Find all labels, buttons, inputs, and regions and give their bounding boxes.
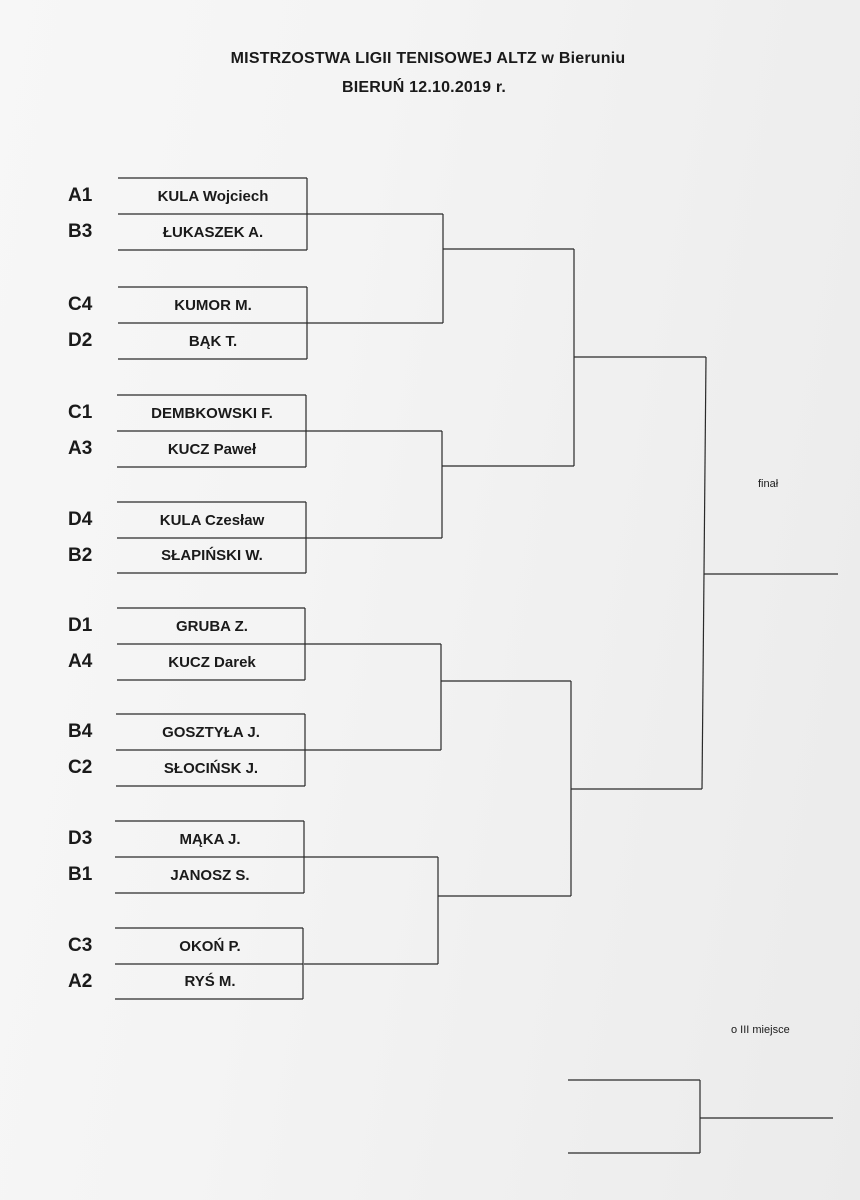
- seed-label: C2: [68, 757, 93, 778]
- player-name: MĄKA J.: [179, 831, 241, 848]
- bracket-line: [702, 357, 706, 789]
- player-name: KULA Czesław: [159, 512, 265, 529]
- player-name: GRUBA Z.: [176, 618, 248, 635]
- player-name: KUMOR M.: [174, 297, 252, 314]
- player-name: SŁAPIŃSKI W.: [161, 547, 263, 564]
- seed-label: C3: [68, 935, 93, 956]
- tournament-date-location: BIERUŃ 12.10.2019 r.: [341, 79, 507, 96]
- tournament-title: MISTRZOSTWA LIGII TENISOWEJ ALTZ w Bieruniu: [230, 50, 626, 67]
- player-name: JANOSZ S.: [170, 867, 250, 884]
- seed-label: A4: [68, 651, 93, 672]
- third-place-label: o III miejsce: [731, 1024, 790, 1036]
- player-name: GOSZTYŁA J.: [162, 724, 260, 741]
- seed-label: D4: [68, 509, 93, 530]
- seed-label: D2: [68, 330, 93, 351]
- seed-label: B4: [68, 721, 93, 742]
- seed-label: A1: [68, 185, 93, 206]
- seed-label: B1: [68, 864, 93, 885]
- seed-label: B2: [68, 545, 93, 566]
- player-name: KULA Wojciech: [157, 188, 269, 205]
- player-name: BĄK T.: [188, 333, 238, 350]
- seed-label: A2: [68, 971, 93, 992]
- player-name: OKOŃ P.: [179, 938, 241, 955]
- player-name: KUCZ Darek: [168, 654, 256, 671]
- player-name: KUCZ Paweł: [167, 441, 257, 458]
- seed-label: D1: [68, 615, 93, 636]
- player-name: DEMBKOWSKI F.: [151, 405, 273, 422]
- player-name: SŁOCIŃSK J.: [163, 760, 259, 777]
- player-name: RYŚ M.: [184, 973, 236, 990]
- seed-label: C4: [68, 294, 93, 315]
- final-label: finał: [758, 478, 779, 490]
- seed-label: D3: [68, 828, 93, 849]
- seed-label: A3: [68, 438, 93, 459]
- player-name: ŁUKASZEK A.: [162, 224, 264, 241]
- seed-label: C1: [68, 402, 93, 423]
- seed-label: B3: [68, 221, 93, 242]
